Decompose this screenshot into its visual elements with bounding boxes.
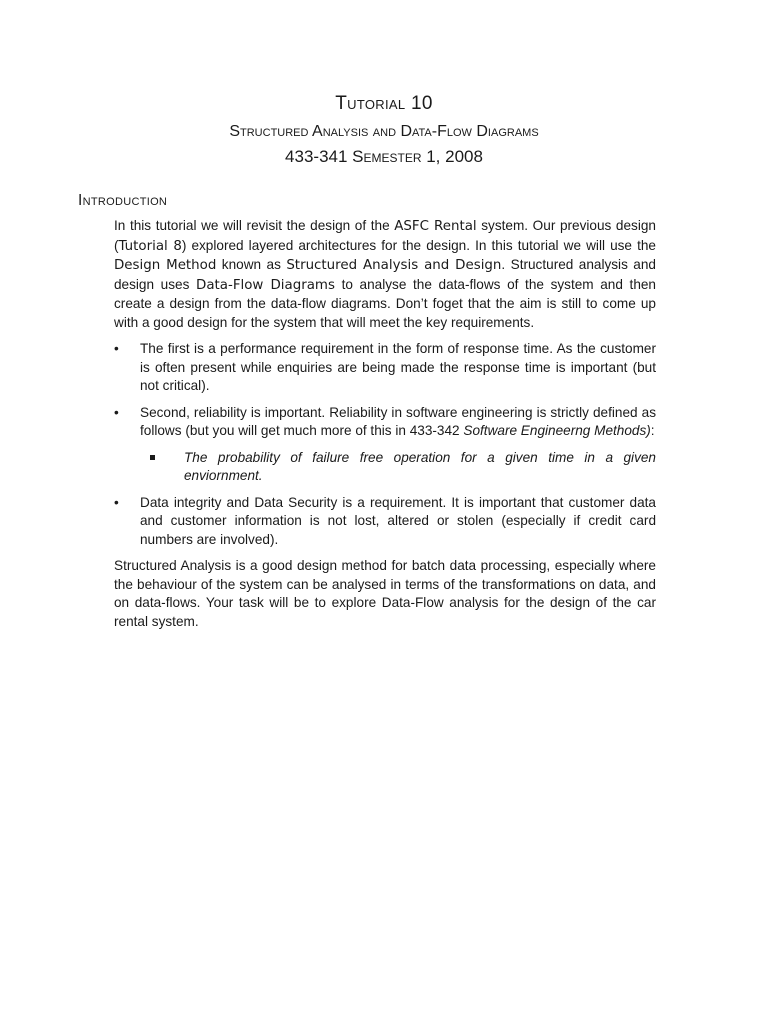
title-block	[0, 92, 768, 169]
list-item	[114, 494, 656, 550]
bullet-marker: •	[114, 341, 119, 356]
reliability-definition: The probability of failure free operation for a given time in a given enviornment.	[184, 449, 656, 483]
term-data-flow-diagrams: Data-Flow Diagrams	[196, 277, 335, 293]
section-body	[114, 217, 656, 631]
course-semester-line: 433-341 Semester 1, 2008	[285, 147, 483, 166]
intro-text-6: to analyse the data-flows of the system and then create a design from the data-flow diagrams. Don’t foget that the aim is still to come up with a good design for the system that will meet the key requirements.	[114, 276, 656, 330]
term-tutorial-8: Tutorial 8	[118, 238, 182, 254]
term-design-method: Design Method	[114, 258, 217, 273]
square-bullet-icon	[150, 455, 155, 460]
bullet-marker: •	[114, 404, 119, 420]
bullet-marker: •	[114, 494, 119, 510]
intro-text-1: In this tutorial we will revisit the design of the	[114, 218, 395, 233]
intro-text-4: known as	[216, 257, 287, 272]
bullet-text-performance: The first is a performance requirement in the form of response time. As the customer is often present while enquiries are being made the response time is important (but not critical).	[140, 341, 656, 393]
list-item	[114, 404, 656, 486]
term-asfc-rental: ASFC Rental	[394, 219, 477, 234]
bullet-text-reliability: Second, reliability is important. Reliability in software engineering is strictly defined as follows (but you will get much more of this in 433-342	[140, 404, 656, 438]
list-item	[114, 340, 656, 396]
intro-text-3: ) explored layered architectures for the design. In this tutorial we will use the	[181, 237, 656, 253]
bullet-text-data-integrity: Data integrity and Data Security is a requirement. It is important that customer data and customer information is not lost, altered or stolen (especially if credit card numbers are involved).	[140, 494, 656, 547]
requirements-list	[114, 340, 656, 549]
term-structured-analysis: Structured Analysis and Design	[286, 258, 502, 273]
course-name-italic: Software Engineerng Methods)	[463, 423, 651, 438]
intro-text-5: . Structured analysis and design uses	[114, 257, 656, 292]
intro-paragraph	[114, 217, 656, 332]
section-heading-introduction: Introduction	[78, 192, 168, 209]
closing-paragraph: Structured Analysis is a good design method for batch data processing, especially where the behaviour of the system can be analysed in terms of the transformations on data, and on data-flows. Your task will be to explore Data-Flow analysis for the design of the car rental system.	[114, 558, 656, 629]
document-title: Tutorial 10	[335, 93, 433, 114]
bullet-colon: :	[650, 423, 655, 438]
document-subtitle: Structured Analysis and Data-Flow Diagrams	[229, 123, 539, 140]
reliability-definition-list	[140, 449, 656, 486]
intro-text-2: system. Our previous design (	[114, 218, 656, 253]
list-item	[140, 449, 656, 486]
